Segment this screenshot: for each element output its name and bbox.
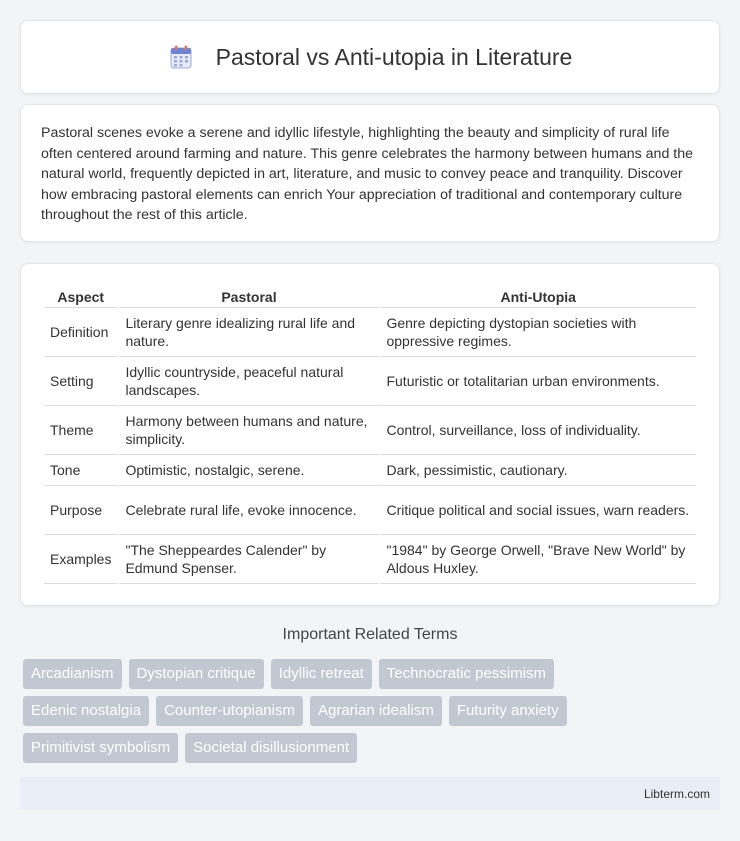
footer-site-link[interactable]: Libterm.com bbox=[643, 786, 710, 801]
header-card bbox=[20, 20, 720, 94]
table-cell: Genre depicting dystopian societies with oppressive regimes. bbox=[380, 308, 696, 357]
tag-row bbox=[23, 696, 723, 726]
comparison-table-card bbox=[20, 263, 720, 606]
term-tag[interactable]: Dystopian critique bbox=[129, 659, 264, 689]
table-cell: Optimistic, nostalgic, serene. bbox=[119, 455, 378, 486]
footer bbox=[20, 777, 720, 810]
tag-row bbox=[23, 659, 723, 689]
term-tag[interactable]: Primitivist symbolism bbox=[23, 733, 178, 763]
table-cell: Purpose bbox=[44, 486, 117, 535]
term-tag[interactable]: Idyllic retreat bbox=[271, 659, 372, 689]
table-row bbox=[44, 308, 696, 357]
term-tag[interactable]: Arcadianism bbox=[23, 659, 122, 689]
table-cell: Examples bbox=[44, 535, 117, 584]
column-header: Pastoral bbox=[119, 284, 378, 308]
tag-row bbox=[23, 733, 723, 763]
table-cell: Critique political and social issues, warn readers. bbox=[380, 486, 696, 535]
calendar-icon bbox=[168, 44, 194, 70]
table-row bbox=[44, 535, 696, 584]
table-row bbox=[44, 406, 696, 455]
table-cell: Harmony between humans and nature, simplicity. bbox=[119, 406, 378, 455]
term-tag[interactable]: Societal disillusionment bbox=[185, 733, 357, 763]
related-terms-list bbox=[23, 659, 723, 770]
table-row bbox=[44, 486, 696, 535]
table-cell: Literary genre idealizing rural life and nature. bbox=[119, 308, 378, 357]
related-terms-title: Important Related Terms bbox=[282, 626, 458, 643]
term-tag[interactable]: Counter-utopianism bbox=[156, 696, 303, 726]
column-header: Anti-Utopia bbox=[380, 284, 696, 308]
term-tag[interactable]: Technocratic pessimism bbox=[379, 659, 554, 689]
table-cell: "1984" by George Orwell, "Brave New World" by Aldous Huxley. bbox=[380, 535, 696, 584]
table-cell: Control, surveillance, loss of individuality. bbox=[380, 406, 696, 455]
page-title: Pastoral vs Anti-utopia in Literature bbox=[215, 43, 573, 70]
table-cell: Futuristic or totalitarian urban environments. bbox=[380, 357, 696, 406]
table-header-row bbox=[44, 284, 696, 308]
table-cell: Definition bbox=[44, 308, 117, 357]
column-header: Aspect bbox=[44, 284, 117, 308]
term-tag[interactable]: Edenic nostalgia bbox=[23, 696, 149, 726]
table-cell: Tone bbox=[44, 455, 117, 486]
term-tag[interactable]: Futurity anxiety bbox=[449, 696, 567, 726]
table-cell: "The Sheppeardes Calender" by Edmund Spenser. bbox=[119, 535, 378, 584]
table-row bbox=[44, 455, 696, 486]
title-wrap bbox=[168, 44, 573, 71]
table-cell: Idyllic countryside, peaceful natural landscapes. bbox=[119, 357, 378, 406]
term-tag[interactable]: Agrarian idealism bbox=[310, 696, 442, 726]
table-cell: Setting bbox=[44, 357, 117, 406]
intro-text: Pastoral scenes evoke a serene and idyllic lifestyle, highlighting the beauty and simplicity of rural life often centered around farming and nature. This genre celebrates the harmony between humans and the natural world, frequently depicted in art, literature, and music to convey peace and tranquility. Discover how embracing pastoral elements can enrich Your appreciation of traditional and contemporary culture throughout the rest of this article. bbox=[41, 125, 693, 223]
table-row bbox=[44, 357, 696, 406]
intro-card bbox=[20, 104, 720, 242]
comparison-table bbox=[42, 284, 698, 584]
table-cell: Dark, pessimistic, cautionary. bbox=[380, 455, 696, 486]
table-cell: Theme bbox=[44, 406, 117, 455]
table-cell: Celebrate rural life, evoke innocence. bbox=[119, 486, 378, 535]
